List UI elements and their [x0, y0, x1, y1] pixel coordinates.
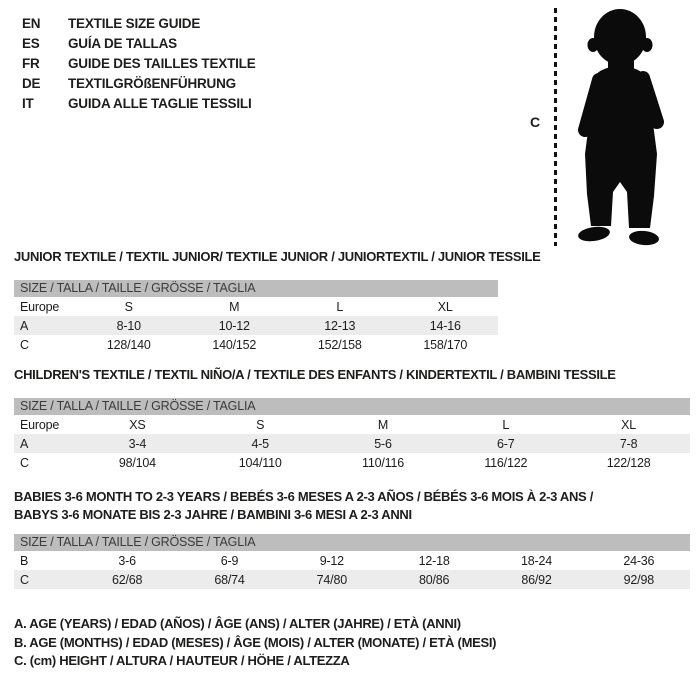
size-value-cell: 62/68	[112, 572, 143, 587]
section-babies	[14, 488, 700, 589]
size-value-cell: 140/152	[212, 337, 257, 352]
language-label: TEXTILGRÖßENFÜHRUNG	[68, 76, 236, 91]
footnote-b: B. AGE (MONTHS) / EDAD (MESES) / ÂGE (MOIS) / ALTER (MONATE) / ETÀ (MESI)	[14, 634, 497, 650]
size-value-cell: 4-5	[251, 436, 269, 451]
size-value-cell: 12-13	[324, 318, 356, 333]
size-value-cell: 74/80	[316, 572, 347, 587]
size-table-row	[14, 434, 690, 453]
row-label-cell: C	[20, 455, 29, 470]
size-table-row	[14, 551, 690, 570]
size-value-cell: XS	[129, 417, 146, 432]
section-junior	[14, 248, 700, 354]
row-label-cell: Europe	[20, 417, 60, 432]
language-code: FR	[22, 56, 40, 71]
size-table	[14, 297, 498, 354]
table-header-bar: SIZE / TALLA / TAILLE / GRÖSSE / TAGLIA	[14, 398, 690, 415]
size-value-cell: 116/122	[484, 455, 528, 470]
size-value-cell: 10-12	[218, 318, 250, 333]
size-value-cell: 14-16	[429, 318, 461, 333]
footnote-a: A. AGE (YEARS) / EDAD (AÑOS) / ÂGE (ANS) / ALTER (JAHRE) / ETÀ (ANNI)	[14, 616, 461, 631]
row-label-cell: C	[20, 572, 29, 587]
language-code: DE	[22, 76, 41, 91]
height-measure-figure	[524, 4, 684, 250]
size-value-cell: 68/74	[214, 572, 245, 587]
size-table-row	[14, 316, 498, 335]
size-value-cell: 128/140	[106, 337, 151, 352]
row-label-cell: A	[20, 436, 29, 451]
row-label-cell: A	[20, 318, 29, 333]
size-value-cell: 7-8	[619, 436, 638, 451]
size-value-cell: 9-12	[319, 553, 344, 568]
size-value-cell: 6-7	[497, 436, 515, 451]
section-title-line2: BABYS 3-6 MONATE BIS 2-3 JAHRE / BAMBINI 3-6 MESI A 2-3 ANNI	[14, 507, 412, 522]
size-value-cell: 104/110	[238, 455, 282, 470]
size-value-cell: L	[336, 299, 344, 314]
language-label: GUÍA DE TALLAS	[68, 36, 177, 51]
size-table-row	[14, 453, 690, 472]
language-label: TEXTILE SIZE GUIDE	[68, 16, 201, 31]
size-value-cell: 12-18	[418, 553, 450, 568]
footnotes	[0, 615, 700, 671]
size-value-cell: 122/128	[606, 455, 651, 470]
size-value-cell: 8-10	[116, 318, 141, 333]
size-table-row	[14, 297, 498, 316]
size-value-cell: 80/86	[419, 572, 450, 587]
section-title: JUNIOR TEXTILE / TEXTIL JUNIOR/ TEXTILE JUNIOR / JUNIORTEXTIL / JUNIOR TESSILE	[14, 249, 541, 264]
row-label-cell: B	[20, 553, 29, 568]
row-label-cell: C	[20, 337, 29, 352]
size-sections	[0, 248, 700, 589]
language-label: GUIDE DES TAILLES TEXTILE	[68, 56, 256, 71]
size-value-cell: 24-36	[623, 553, 655, 568]
size-value-cell: S	[256, 417, 265, 432]
size-table	[14, 551, 690, 589]
measure-c-label: C	[530, 114, 540, 130]
table-header-bar: SIZE / TALLA / TAILLE / GRÖSSE / TAGLIA	[14, 280, 498, 297]
size-value-cell: M	[229, 299, 240, 314]
footnote-c: C. (cm) HEIGHT / ALTURA / HAUTEUR / HÖHE / ALTEZZA	[14, 653, 350, 668]
language-code: IT	[22, 96, 34, 111]
size-value-cell: L	[502, 417, 510, 432]
section-title: CHILDREN'S TEXTILE / TEXTIL NIÑO/A / TEXTILE DES ENFANTS / KINDERTEXTIL / BAMBINI TESSILE	[14, 367, 616, 382]
size-table-row	[14, 570, 690, 589]
junior-size-table	[14, 280, 498, 354]
row-label-cell: Europe	[20, 299, 60, 314]
size-value-cell: 5-6	[374, 436, 392, 451]
children-size-table	[14, 398, 690, 472]
size-value-cell: 3-6	[118, 553, 136, 568]
language-label: GUIDA ALLE TAGLIE TESSILI	[68, 96, 252, 111]
size-value-cell: 18-24	[520, 553, 552, 568]
size-value-cell: XL	[437, 299, 453, 314]
babies-size-table	[14, 534, 690, 589]
size-table	[14, 415, 690, 472]
section-title-line1: BABIES 3-6 MONTH TO 2-3 YEARS / BEBÉS 3-6 MESES A 2-3 AÑOS / BÉBÉS 3-6 MOIS À 2-3 ANS /	[14, 489, 594, 504]
size-value-cell: 6-9	[220, 553, 239, 568]
size-value-cell: M	[377, 417, 389, 432]
section-children	[14, 366, 700, 472]
table-header-bar: SIZE / TALLA / TAILLE / GRÖSSE / TAGLIA	[14, 534, 690, 551]
size-value-cell: XL	[621, 417, 637, 432]
size-value-cell: 98/104	[118, 455, 156, 470]
size-value-cell: 110/116	[362, 455, 404, 470]
language-code: ES	[22, 36, 40, 51]
size-value-cell: 92/98	[623, 572, 654, 587]
section-title	[14, 488, 700, 524]
size-value-cell: 3-4	[128, 436, 147, 451]
language-code: EN	[22, 16, 41, 31]
size-value-cell: 86/92	[521, 572, 552, 587]
size-value-cell: 152/158	[317, 337, 362, 352]
size-table-row	[14, 415, 690, 434]
toddler-silhouette-icon	[564, 4, 678, 250]
size-value-cell: S	[124, 299, 133, 314]
size-table-row	[14, 335, 498, 354]
dashed-measure-line	[554, 8, 557, 246]
size-value-cell: 158/170	[423, 337, 468, 352]
